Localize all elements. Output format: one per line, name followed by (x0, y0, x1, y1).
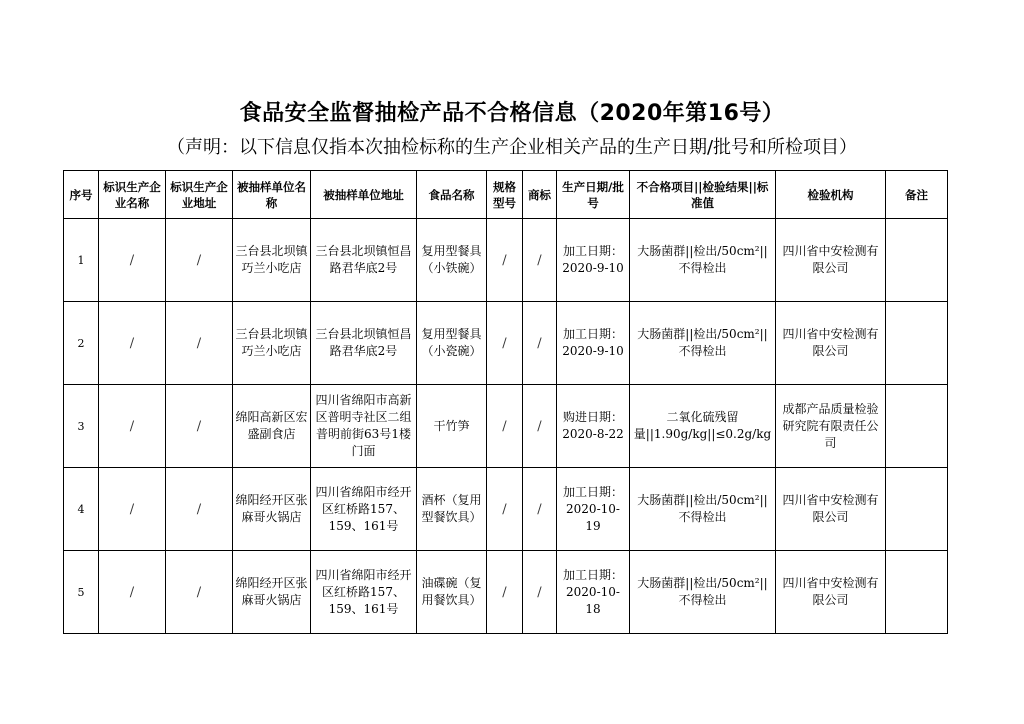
header-spec: 规格型号 (487, 171, 523, 219)
cell-failed-items: 大肠菌群||检出/50cm²||不得检出 (630, 468, 776, 551)
cell-producer-name: / (99, 302, 166, 385)
cell-brand: / (523, 302, 557, 385)
cell-notes (886, 219, 948, 302)
cell-seq: 1 (64, 219, 99, 302)
cell-producer-address: / (166, 302, 233, 385)
cell-sampled-address: 四川省绵阳市经开区红桥路157、159、161号 (311, 551, 417, 634)
cell-sampled-address: 四川省绵阳市经开区红桥路157、159、161号 (311, 468, 417, 551)
cell-seq: 2 (64, 302, 99, 385)
header-notes: 备注 (886, 171, 948, 219)
cell-sampled-address: 四川省绵阳市高新区普明寺社区二组普明前街63号1楼门面 (311, 385, 417, 468)
header-date-batch: 生产日期/批号 (557, 171, 630, 219)
cell-brand: / (523, 385, 557, 468)
table-row (64, 468, 948, 551)
header-seq: 序号 (64, 171, 99, 219)
cell-spec: / (487, 385, 523, 468)
table-row (64, 219, 948, 302)
cell-lab: 四川省中安检测有限公司 (776, 302, 886, 385)
table-header-row (64, 171, 948, 219)
cell-sampled-address: 三台县北坝镇恒昌路君华底2号 (311, 302, 417, 385)
table-row (64, 551, 948, 634)
cell-spec: / (487, 219, 523, 302)
header-failed-items: 不合格项目||检验结果||标准值 (630, 171, 776, 219)
cell-food-name: 复用型餐具（小铁碗） (417, 219, 487, 302)
cell-lab: 成都产品质量检验研究院有限责任公司 (776, 385, 886, 468)
cell-date-batch: 加工日期：2020-10-18 (557, 551, 630, 634)
table-row (64, 385, 948, 468)
cell-food-name: 复用型餐具（小瓷碗） (417, 302, 487, 385)
cell-date-batch: 加工日期：2020-10-19 (557, 468, 630, 551)
cell-producer-name: / (99, 385, 166, 468)
cell-producer-address: / (166, 219, 233, 302)
cell-spec: / (487, 551, 523, 634)
header-sampled-address: 被抽样单位地址 (311, 171, 417, 219)
cell-date-batch: 加工日期：2020-9-10 (557, 302, 630, 385)
cell-notes (886, 385, 948, 468)
cell-spec: / (487, 468, 523, 551)
header-sampled-unit: 被抽样单位名称 (233, 171, 311, 219)
cell-producer-address: / (166, 468, 233, 551)
cell-food-name: 干竹笋 (417, 385, 487, 468)
cell-food-name: 油碟碗（复用餐饮具） (417, 551, 487, 634)
header-producer-address: 标识生产企业地址 (166, 171, 233, 219)
cell-brand: / (523, 551, 557, 634)
table-row (64, 302, 948, 385)
document-disclaimer: （声明：以下信息仅指本次抽检标称的生产企业相关产品的生产日期/批号和所检项目） (166, 137, 858, 158)
cell-producer-address: / (166, 385, 233, 468)
cell-sampled-unit: 绵阳经开区张麻哥火锅店 (233, 468, 311, 551)
cell-producer-name: / (99, 551, 166, 634)
cell-food-name: 酒杯（复用型餐饮具） (417, 468, 487, 551)
cell-date-batch: 购进日期：2020-8-22 (557, 385, 630, 468)
cell-notes (886, 302, 948, 385)
cell-lab: 四川省中安检测有限公司 (776, 468, 886, 551)
cell-failed-items: 二氧化硫残留量||1.90g/kg||≤0.2g/kg (630, 385, 776, 468)
cell-failed-items: 大肠菌群||检出/50cm²||不得检出 (630, 551, 776, 634)
cell-sampled-unit: 三台县北坝镇巧兰小吃店 (233, 302, 311, 385)
cell-lab: 四川省中安检测有限公司 (776, 551, 886, 634)
cell-producer-address: / (166, 551, 233, 634)
header-lab: 检验机构 (776, 171, 886, 219)
header-brand: 商标 (523, 171, 557, 219)
document-title: 食品安全监督抽检产品不合格信息（2020年第16号） (239, 101, 785, 126)
cell-seq: 3 (64, 385, 99, 468)
cell-seq: 4 (64, 468, 99, 551)
cell-date-batch: 加工日期：2020-9-10 (557, 219, 630, 302)
unqualified-products-table (63, 170, 948, 634)
cell-brand: / (523, 219, 557, 302)
header-food-name: 食品名称 (417, 171, 487, 219)
cell-lab: 四川省中安检测有限公司 (776, 219, 886, 302)
cell-notes (886, 468, 948, 551)
cell-brand: / (523, 468, 557, 551)
cell-failed-items: 大肠菌群||检出/50cm²||不得检出 (630, 219, 776, 302)
cell-sampled-unit: 绵阳经开区张麻哥火锅店 (233, 551, 311, 634)
cell-producer-name: / (99, 219, 166, 302)
cell-seq: 5 (64, 551, 99, 634)
cell-sampled-address: 三台县北坝镇恒昌路君华底2号 (311, 219, 417, 302)
cell-sampled-unit: 三台县北坝镇巧兰小吃店 (233, 219, 311, 302)
cell-notes (886, 551, 948, 634)
cell-producer-name: / (99, 468, 166, 551)
cell-spec: / (487, 302, 523, 385)
header-producer-name: 标识生产企业名称 (99, 171, 166, 219)
cell-failed-items: 大肠菌群||检出/50cm²||不得检出 (630, 302, 776, 385)
cell-sampled-unit: 绵阳高新区宏盛副食店 (233, 385, 311, 468)
